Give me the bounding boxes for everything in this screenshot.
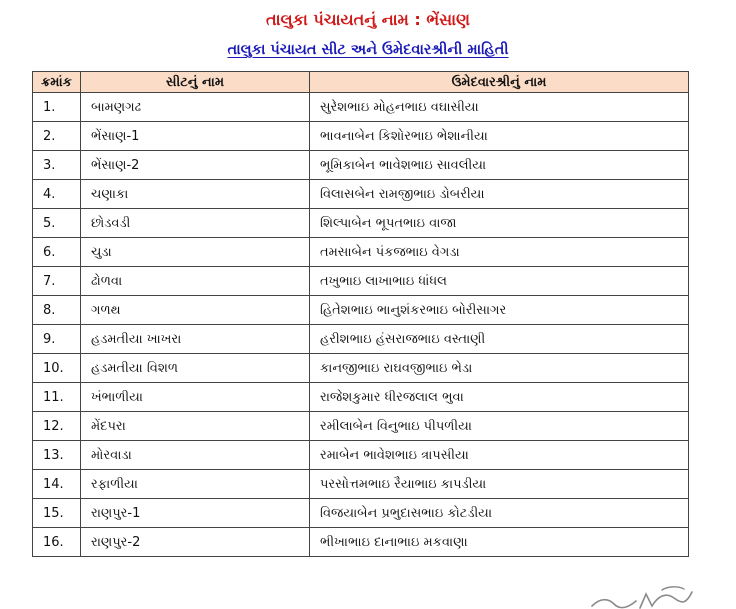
- cell-serial: 4.: [33, 180, 81, 209]
- cell-serial: 12.: [33, 412, 81, 441]
- cell-seat-name: મોરવાડા: [81, 441, 310, 470]
- cell-seat-name: હડમતીયા ખાખરા: [81, 325, 310, 354]
- cell-candidate-name: વિજયાબેન પ્રભુદાસભાઇ કોટડીયા: [310, 499, 689, 528]
- table-header-row: [33, 72, 689, 93]
- cell-candidate-name: ભૂમિકાબેન ભાવેશભાઇ સાવલીયા: [310, 151, 689, 180]
- table-row: [33, 499, 689, 528]
- cell-seat-name: બામણગઢ: [81, 93, 310, 122]
- signature-mark: [588, 584, 698, 609]
- seat-candidate-table: [32, 71, 689, 557]
- table-row: [33, 122, 689, 151]
- table-row: [33, 151, 689, 180]
- page-subtitle: [0, 39, 736, 61]
- cell-serial: 8.: [33, 296, 81, 325]
- cell-candidate-name: રમાબેન ભાવેશભાઇ ત્રાપસીયા: [310, 441, 689, 470]
- table-row: [33, 470, 689, 499]
- cell-serial: 2.: [33, 122, 81, 151]
- cell-seat-name: છોડવડી: [81, 209, 310, 238]
- cell-seat-name: ગળથ: [81, 296, 310, 325]
- table-row: [33, 267, 689, 296]
- cell-serial: 16.: [33, 528, 81, 557]
- cell-serial: 14.: [33, 470, 81, 499]
- column-header-candidate-name: ઉમેદવારશ્રીનું નામ: [310, 72, 689, 93]
- cell-serial: 15.: [33, 499, 81, 528]
- cell-candidate-name: રમીલાબેન વિનુભાઇ પીપળીયા: [310, 412, 689, 441]
- table-row: [33, 209, 689, 238]
- cell-serial: 9.: [33, 325, 81, 354]
- table-row: [33, 354, 689, 383]
- table-row: [33, 528, 689, 557]
- page-subtitle-text: તાલુકા પંચાયત સીટ અને ઉમેદવારશ્રીની માહિતી: [227, 42, 509, 58]
- cell-seat-name: રફાળીયા: [81, 470, 310, 499]
- cell-seat-name: ભેંસાણ-2: [81, 151, 310, 180]
- cell-seat-name: મેંદપરા: [81, 412, 310, 441]
- page-title: તાલુકા પંચાયતનું નામ : ભેંસાણ: [265, 10, 471, 29]
- table-row: [33, 383, 689, 412]
- cell-candidate-name: તમસાબેન પંકજભાઇ વેગડા: [310, 238, 689, 267]
- cell-candidate-name: રાજેશકુમાર ધીરજલાલ ભુવા: [310, 383, 689, 412]
- table-row: [33, 238, 689, 267]
- column-header-seat-name: સીટનું નામ: [81, 72, 310, 93]
- cell-serial: 10.: [33, 354, 81, 383]
- cell-candidate-name: કાનજીભાઇ રાઘવજીભાઇ ભેડા: [310, 354, 689, 383]
- table-row: [33, 93, 689, 122]
- cell-serial: 11.: [33, 383, 81, 412]
- cell-seat-name: ઢોળવા: [81, 267, 310, 296]
- cell-seat-name: ખંભાળીયા: [81, 383, 310, 412]
- cell-candidate-name: ભાવનાબેન કિશોરભાઇ ભેશાનીયા: [310, 122, 689, 151]
- table-row: [33, 296, 689, 325]
- cell-serial: 1.: [33, 93, 81, 122]
- cell-seat-name: ચુડા: [81, 238, 310, 267]
- cell-candidate-name: તખુભાઇ લાખાભાઇ ધાંધલ: [310, 267, 689, 296]
- cell-candidate-name: સુરેશભાઇ મોહનભાઇ વઘાસીયા: [310, 93, 689, 122]
- cell-serial: 5.: [33, 209, 81, 238]
- cell-seat-name: રાણપુર-2: [81, 528, 310, 557]
- table-row: [33, 180, 689, 209]
- cell-seat-name: હડમતીયા વિશળ: [81, 354, 310, 383]
- cell-candidate-name: હિતેશભાઇ ભાનુશંકરભાઇ બોરીસાગર: [310, 296, 689, 325]
- cell-seat-name: ચણાકા: [81, 180, 310, 209]
- cell-seat-name: ભેંસાણ-1: [81, 122, 310, 151]
- cell-candidate-name: શિલ્પાબેન ભૂપતભાઇ વાજા: [310, 209, 689, 238]
- cell-serial: 7.: [33, 267, 81, 296]
- table-row: [33, 441, 689, 470]
- column-header-serial: ક્રમાંક: [33, 72, 81, 93]
- cell-serial: 3.: [33, 151, 81, 180]
- cell-serial: 13.: [33, 441, 81, 470]
- cell-seat-name: રાણપુર-1: [81, 499, 310, 528]
- cell-candidate-name: પરસોત્તમભાઇ રૈયાભાઇ કાપડીયા: [310, 470, 689, 499]
- table-row: [33, 412, 689, 441]
- cell-serial: 6.: [33, 238, 81, 267]
- cell-candidate-name: વિલાસબેન રામજીભાઇ ડોબરીયા: [310, 180, 689, 209]
- cell-candidate-name: ભીખાભાઇ દાનાભાઇ મકવાણા: [310, 528, 689, 557]
- cell-candidate-name: હરીશભાઇ હંસરાજભાઇ વસ્તાણી: [310, 325, 689, 354]
- table-row: [33, 325, 689, 354]
